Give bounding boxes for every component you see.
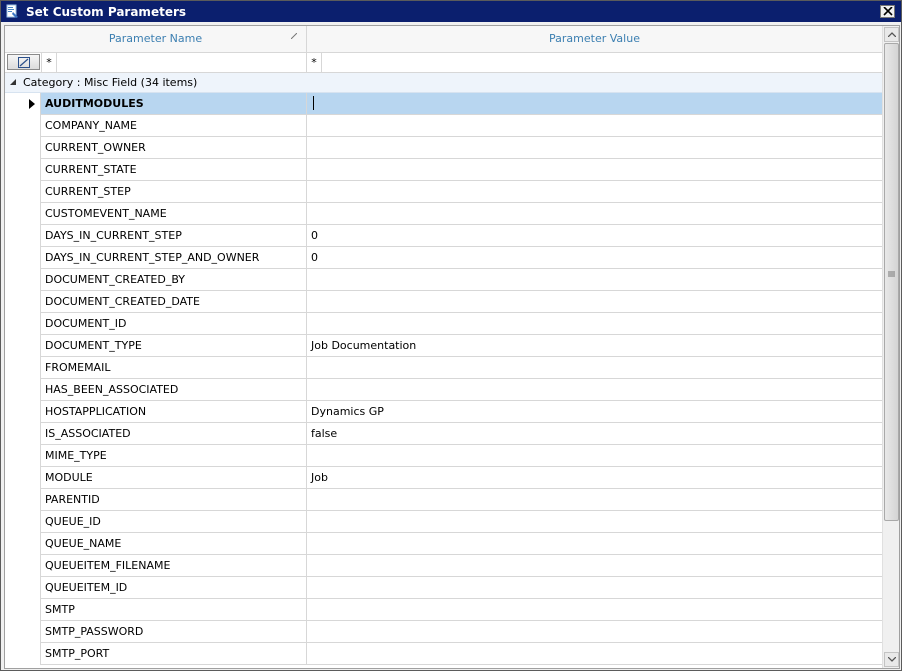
- parameter-name-cell[interactable]: DAYS_IN_CURRENT_STEP_AND_OWNER: [40, 247, 306, 269]
- column-header-parameter-value[interactable]: [307, 26, 882, 52]
- parameter-value-cell[interactable]: [306, 181, 882, 203]
- parameter-name-cell[interactable]: DOCUMENT_ID: [40, 313, 306, 335]
- row-indicator-cell[interactable]: [5, 93, 40, 115]
- parameter-name-cell[interactable]: SMTP: [40, 599, 306, 621]
- parameter-name-cell[interactable]: DOCUMENT_TYPE: [40, 335, 306, 357]
- parameter-value-cell[interactable]: [306, 115, 882, 137]
- scroll-down-button[interactable]: [884, 652, 899, 667]
- row-indicator-cell[interactable]: [5, 599, 40, 621]
- table-row[interactable]: [5, 379, 882, 401]
- row-indicator-cell[interactable]: [5, 445, 40, 467]
- parameter-value-cell[interactable]: [306, 313, 882, 335]
- table-row[interactable]: [5, 599, 882, 621]
- row-indicator-cell[interactable]: [5, 555, 40, 577]
- table-row[interactable]: [5, 203, 882, 225]
- parameter-name-cell[interactable]: DAYS_IN_CURRENT_STEP: [40, 225, 306, 247]
- table-row[interactable]: [5, 137, 882, 159]
- parameter-name-cell[interactable]: AUDITMODULES: [40, 93, 306, 115]
- parameter-value-cell[interactable]: Dynamics GP: [306, 401, 882, 423]
- table-row[interactable]: [5, 313, 882, 335]
- grid-header: [5, 26, 882, 53]
- parameter-value-cell[interactable]: [306, 533, 882, 555]
- table-row[interactable]: [5, 445, 882, 467]
- row-indicator-cell[interactable]: [5, 335, 40, 357]
- filter-cell-value[interactable]: [306, 53, 883, 72]
- vertical-scrollbar[interactable]: [882, 26, 900, 668]
- table-row[interactable]: [5, 335, 882, 357]
- close-button[interactable]: [880, 5, 895, 18]
- parameter-value-cell[interactable]: [306, 203, 882, 225]
- parameter-name-cell[interactable]: QUEUE_NAME: [40, 533, 306, 555]
- table-row[interactable]: [5, 291, 882, 313]
- title-bar[interactable]: [1, 1, 901, 22]
- parameter-value-cell[interactable]: [306, 357, 882, 379]
- parameter-value-cell[interactable]: [306, 291, 882, 313]
- parameter-name-cell[interactable]: SMTP_PASSWORD: [40, 621, 306, 643]
- parameter-value-cell[interactable]: [306, 137, 882, 159]
- document-app-icon: [5, 4, 20, 19]
- parameter-value-cell[interactable]: 0: [306, 247, 882, 269]
- table-row[interactable]: [5, 247, 882, 269]
- row-indicator-cell[interactable]: [5, 357, 40, 379]
- table-row[interactable]: [5, 357, 882, 379]
- parameter-value-cell[interactable]: [306, 489, 882, 511]
- row-indicator-cell[interactable]: [5, 159, 40, 181]
- row-indicator-cell[interactable]: [5, 313, 40, 335]
- parameter-name-cell[interactable]: CURRENT_STEP: [40, 181, 306, 203]
- row-indicator-cell[interactable]: [5, 247, 40, 269]
- row-indicator-cell[interactable]: [5, 467, 40, 489]
- rows-container: [5, 93, 882, 669]
- scroll-up-button[interactable]: [884, 27, 899, 42]
- filter-cell-name[interactable]: [41, 53, 306, 72]
- parameter-value-cell[interactable]: [306, 379, 882, 401]
- parameter-value-cell[interactable]: [306, 599, 882, 621]
- parameter-value-cell[interactable]: false: [306, 423, 882, 445]
- parameter-name-cell[interactable]: IS_ASSOCIATED: [40, 423, 306, 445]
- parameter-value-cell[interactable]: [306, 93, 882, 115]
- parameter-value-cell[interactable]: [306, 643, 882, 665]
- row-indicator-cell[interactable]: [5, 621, 40, 643]
- parameter-name-cell[interactable]: DOCUMENT_CREATED_BY: [40, 269, 306, 291]
- text-caret: [313, 96, 314, 110]
- parameter-name-cell[interactable]: MODULE: [40, 467, 306, 489]
- row-indicator-cell[interactable]: [5, 643, 40, 665]
- parameter-name-cell[interactable]: MIME_TYPE: [40, 445, 306, 467]
- filter-row: [5, 53, 882, 73]
- row-indicator-cell[interactable]: [5, 115, 40, 137]
- close-icon: [883, 7, 893, 16]
- group-label: Category : Misc Field (34 items): [23, 76, 198, 89]
- row-indicator-cell[interactable]: [5, 137, 40, 159]
- collapse-triangle-icon[interactable]: [9, 78, 17, 86]
- column-header-parameter-name[interactable]: [5, 26, 307, 52]
- filter-operator[interactable]: *: [42, 53, 57, 72]
- current-row-arrow-icon: [29, 99, 35, 109]
- parameter-value-cell[interactable]: [306, 555, 882, 577]
- scroll-thumb[interactable]: [884, 43, 899, 521]
- parameter-name-cell[interactable]: PARENTID: [40, 489, 306, 511]
- table-row[interactable]: [5, 159, 882, 181]
- parameter-name-cell[interactable]: HOSTAPPLICATION: [40, 401, 306, 423]
- row-indicator-cell[interactable]: [5, 577, 40, 599]
- parameter-value-cell[interactable]: Job: [306, 467, 882, 489]
- chevron-up-icon: [888, 32, 896, 37]
- table-row[interactable]: [5, 225, 882, 247]
- parameter-name-cell[interactable]: COMPANY_NAME: [40, 115, 306, 137]
- parameter-name-cell[interactable]: FROMEMAIL: [40, 357, 306, 379]
- parameter-value-cell[interactable]: [306, 159, 882, 181]
- parameter-name-cell[interactable]: CURRENT_STATE: [40, 159, 306, 181]
- filter-operator[interactable]: *: [307, 53, 322, 72]
- parameter-name-cell[interactable]: DOCUMENT_CREATED_DATE: [40, 291, 306, 313]
- parameter-name-cell[interactable]: HAS_BEEN_ASSOCIATED: [40, 379, 306, 401]
- row-indicator-cell[interactable]: [5, 379, 40, 401]
- row-indicator-cell[interactable]: [5, 511, 40, 533]
- row-indicator-cell[interactable]: [5, 225, 40, 247]
- chevron-down-icon: [888, 657, 896, 662]
- group-row[interactable]: [5, 73, 882, 93]
- table-row[interactable]: [5, 401, 882, 423]
- table-row[interactable]: [5, 489, 882, 511]
- row-indicator-cell[interactable]: [5, 291, 40, 313]
- parameter-value-cell[interactable]: [306, 445, 882, 467]
- table-row[interactable]: [5, 181, 882, 203]
- table-row[interactable]: [5, 621, 882, 643]
- sort-indicator-icon: [291, 33, 297, 39]
- parameter-name-cell[interactable]: QUEUEITEM_ID: [40, 577, 306, 599]
- row-indicator-cell[interactable]: [5, 269, 40, 291]
- table-row[interactable]: [5, 115, 882, 137]
- table-row[interactable]: [5, 555, 882, 577]
- table-row[interactable]: [5, 577, 882, 599]
- parameters-grid: [4, 25, 900, 669]
- row-indicator-cell[interactable]: [5, 203, 40, 225]
- filter-clear-icon: [18, 57, 30, 68]
- table-row[interactable]: [5, 511, 882, 533]
- parameter-value-cell[interactable]: [306, 269, 882, 291]
- parameter-value-cell[interactable]: [306, 621, 882, 643]
- table-row[interactable]: [5, 269, 882, 291]
- row-indicator-cell[interactable]: [5, 181, 40, 203]
- table-row[interactable]: [5, 533, 882, 555]
- window-title: Set Custom Parameters: [26, 5, 187, 19]
- parameter-name-cell[interactable]: QUEUE_ID: [40, 511, 306, 533]
- table-row[interactable]: [5, 423, 882, 445]
- parameter-value-cell[interactable]: 0: [306, 225, 882, 247]
- table-row[interactable]: [5, 643, 882, 665]
- row-indicator-cell[interactable]: [5, 533, 40, 555]
- parameter-value-cell[interactable]: [306, 511, 882, 533]
- parameter-name-cell[interactable]: CUSTOMEVENT_NAME: [40, 203, 306, 225]
- grip-icon: [888, 271, 895, 278]
- row-indicator-cell[interactable]: [5, 401, 40, 423]
- table-row[interactable]: [5, 93, 882, 115]
- parameter-name-cell[interactable]: QUEUEITEM_FILENAME: [40, 555, 306, 577]
- filter-clear-button[interactable]: [7, 54, 40, 70]
- row-indicator-cell[interactable]: [5, 423, 40, 445]
- table-row[interactable]: [5, 467, 882, 489]
- parameter-name-cell[interactable]: CURRENT_OWNER: [40, 137, 306, 159]
- parameter-name-cell[interactable]: SMTP_PORT: [40, 643, 306, 665]
- row-indicator-cell[interactable]: [5, 489, 40, 511]
- column-header-label: Parameter Name: [108, 32, 203, 45]
- parameter-value-cell[interactable]: [306, 577, 882, 599]
- column-header-label: Parameter Value: [549, 32, 640, 45]
- parameter-value-cell[interactable]: Job Documentation: [306, 335, 882, 357]
